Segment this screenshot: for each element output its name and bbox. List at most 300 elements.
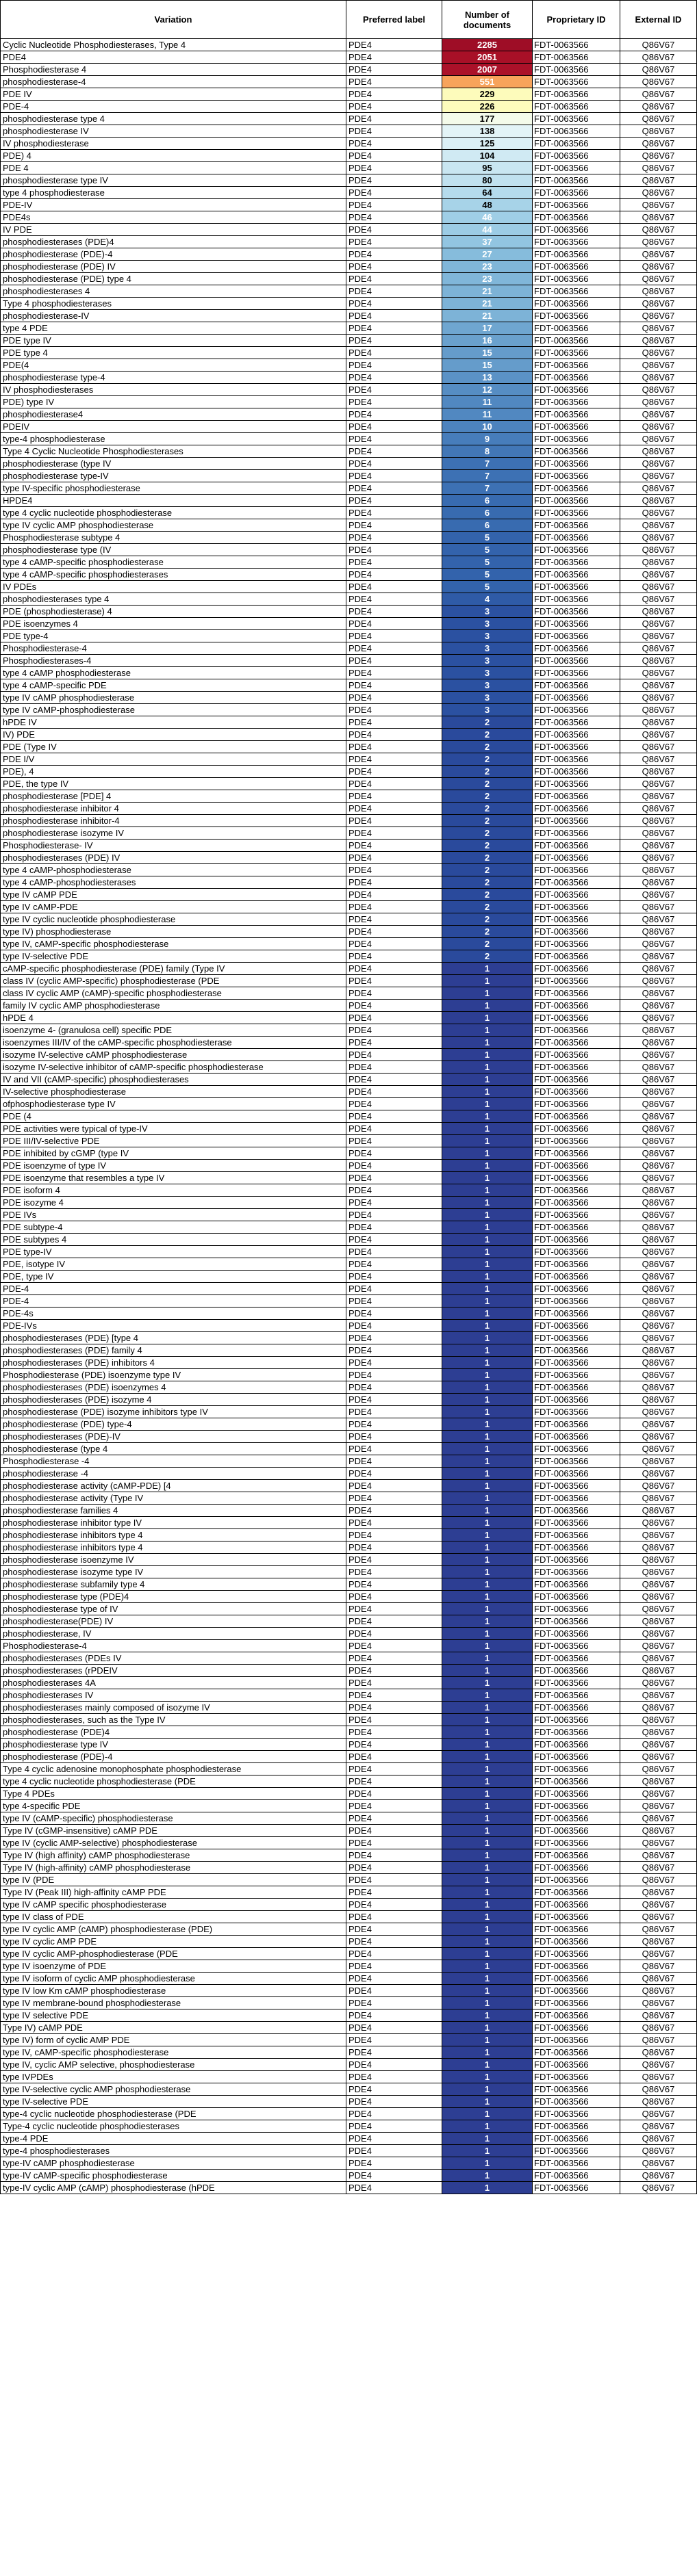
document-count-cell[interactable]: 23 bbox=[442, 261, 533, 273]
preferred-label-cell[interactable]: PDE4 bbox=[346, 926, 442, 938]
variation-cell[interactable]: PDE type 4 bbox=[1, 347, 346, 359]
variation-cell[interactable]: PDE-IVs bbox=[1, 1320, 346, 1332]
proprietary-id-cell[interactable]: FDT-0063566 bbox=[533, 1825, 620, 1837]
variation-cell[interactable]: phosphodiesterases (PDE) family 4 bbox=[1, 1344, 346, 1357]
preferred-label-cell[interactable]: PDE4 bbox=[346, 532, 442, 544]
external-id-cell[interactable]: Q86V67 bbox=[620, 1221, 697, 1234]
variation-cell[interactable]: phosphodiesterase [PDE] 4 bbox=[1, 790, 346, 803]
variation-cell[interactable]: phosphodiesterases (PDE) IV bbox=[1, 852, 346, 864]
proprietary-id-cell[interactable]: FDT-0063566 bbox=[533, 1849, 620, 1862]
proprietary-id-cell[interactable]: FDT-0063566 bbox=[533, 1578, 620, 1591]
variation-cell[interactable]: HPDE4 bbox=[1, 495, 346, 507]
proprietary-id-cell[interactable]: FDT-0063566 bbox=[533, 1074, 620, 1086]
proprietary-id-cell[interactable]: FDT-0063566 bbox=[533, 803, 620, 815]
preferred-label-cell[interactable]: PDE4 bbox=[346, 285, 442, 298]
document-count-cell[interactable]: 15 bbox=[442, 359, 533, 372]
document-count-cell[interactable]: 1 bbox=[442, 1184, 533, 1197]
document-count-cell[interactable]: 95 bbox=[442, 162, 533, 174]
variation-cell[interactable]: phosphodiesterase subfamily type 4 bbox=[1, 1578, 346, 1591]
variation-cell[interactable]: phosphodiesterase isozyme type IV bbox=[1, 1566, 346, 1578]
variation-cell[interactable]: type IV) phosphodiesterase bbox=[1, 926, 346, 938]
variation-cell[interactable]: IV and VII (cAMP-specific) phosphodiesterases bbox=[1, 1074, 346, 1086]
preferred-label-cell[interactable]: PDE4 bbox=[346, 630, 442, 642]
variation-cell[interactable]: Type IV (cGMP-insensitive) cAMP PDE bbox=[1, 1825, 346, 1837]
proprietary-id-cell[interactable]: FDT-0063566 bbox=[533, 1418, 620, 1431]
proprietary-id-cell[interactable]: FDT-0063566 bbox=[533, 2157, 620, 2170]
preferred-label-cell[interactable]: PDE4 bbox=[346, 162, 442, 174]
variation-cell[interactable]: PDEIV bbox=[1, 421, 346, 433]
preferred-label-cell[interactable]: PDE4 bbox=[346, 1369, 442, 1381]
preferred-label-cell[interactable]: PDE4 bbox=[346, 950, 442, 963]
preferred-label-cell[interactable]: PDE4 bbox=[346, 1344, 442, 1357]
external-id-cell[interactable]: Q86V67 bbox=[620, 408, 697, 421]
document-count-cell[interactable]: 1 bbox=[442, 2133, 533, 2145]
proprietary-id-cell[interactable]: FDT-0063566 bbox=[533, 1172, 620, 1184]
proprietary-id-cell[interactable]: FDT-0063566 bbox=[533, 1443, 620, 1455]
proprietary-id-cell[interactable]: FDT-0063566 bbox=[533, 815, 620, 827]
document-count-cell[interactable]: 1 bbox=[442, 1985, 533, 1997]
variation-cell[interactable]: Type IV) cAMP PDE bbox=[1, 2022, 346, 2034]
preferred-label-cell[interactable]: PDE4 bbox=[346, 975, 442, 987]
external-id-cell[interactable]: Q86V67 bbox=[620, 1184, 697, 1197]
proprietary-id-cell[interactable]: FDT-0063566 bbox=[533, 901, 620, 913]
document-count-cell[interactable]: 104 bbox=[442, 150, 533, 162]
preferred-label-cell[interactable]: PDE4 bbox=[346, 1061, 442, 1074]
variation-cell[interactable]: type 4 cAMP-specific phosphodiesterase bbox=[1, 556, 346, 569]
variation-cell[interactable]: type IV cAMP PDE bbox=[1, 889, 346, 901]
external-id-cell[interactable]: Q86V67 bbox=[620, 1037, 697, 1049]
variation-cell[interactable]: type IV-selective PDE bbox=[1, 950, 346, 963]
preferred-label-cell[interactable]: PDE4 bbox=[346, 679, 442, 692]
variation-cell[interactable]: Type 4 PDEs bbox=[1, 1788, 346, 1800]
document-count-cell[interactable]: 7 bbox=[442, 482, 533, 495]
document-count-cell[interactable]: 2 bbox=[442, 852, 533, 864]
external-id-cell[interactable]: Q86V67 bbox=[620, 1677, 697, 1689]
document-count-cell[interactable]: 2 bbox=[442, 815, 533, 827]
external-id-cell[interactable]: Q86V67 bbox=[620, 1086, 697, 1098]
preferred-label-cell[interactable]: PDE4 bbox=[346, 1714, 442, 1726]
proprietary-id-cell[interactable]: FDT-0063566 bbox=[533, 766, 620, 778]
variation-cell[interactable]: Phosphodiesterase-4 bbox=[1, 1640, 346, 1652]
variation-cell[interactable]: PDE) 4 bbox=[1, 150, 346, 162]
proprietary-id-cell[interactable]: FDT-0063566 bbox=[533, 236, 620, 248]
document-count-cell[interactable]: 1 bbox=[442, 2108, 533, 2120]
document-count-cell[interactable]: 2 bbox=[442, 729, 533, 741]
proprietary-id-cell[interactable]: FDT-0063566 bbox=[533, 889, 620, 901]
proprietary-id-cell[interactable]: FDT-0063566 bbox=[533, 298, 620, 310]
variation-cell[interactable]: type IV cyclic AMP phosphodiesterase bbox=[1, 519, 346, 532]
proprietary-id-cell[interactable]: FDT-0063566 bbox=[533, 1271, 620, 1283]
document-count-cell[interactable]: 37 bbox=[442, 236, 533, 248]
variation-cell[interactable]: phosphodiesterases 4 bbox=[1, 285, 346, 298]
variation-cell[interactable]: PDE4s bbox=[1, 211, 346, 224]
external-id-cell[interactable]: Q86V67 bbox=[620, 1061, 697, 1074]
external-id-cell[interactable]: Q86V67 bbox=[620, 445, 697, 458]
variation-cell[interactable]: phosphodiesterase (type 4 bbox=[1, 1443, 346, 1455]
proprietary-id-cell[interactable]: FDT-0063566 bbox=[533, 532, 620, 544]
proprietary-id-cell[interactable]: FDT-0063566 bbox=[533, 2170, 620, 2182]
preferred-label-cell[interactable]: PDE4 bbox=[346, 1862, 442, 1874]
preferred-label-cell[interactable]: PDE4 bbox=[346, 803, 442, 815]
external-id-cell[interactable]: Q86V67 bbox=[620, 630, 697, 642]
proprietary-id-cell[interactable]: FDT-0063566 bbox=[533, 433, 620, 445]
external-id-cell[interactable]: Q86V67 bbox=[620, 285, 697, 298]
variation-cell[interactable]: type IV) form of cyclic AMP PDE bbox=[1, 2034, 346, 2046]
document-count-cell[interactable]: 1 bbox=[442, 1221, 533, 1234]
proprietary-id-cell[interactable]: FDT-0063566 bbox=[533, 2034, 620, 2046]
preferred-label-cell[interactable]: PDE4 bbox=[346, 618, 442, 630]
proprietary-id-cell[interactable]: FDT-0063566 bbox=[533, 261, 620, 273]
proprietary-id-cell[interactable]: FDT-0063566 bbox=[533, 51, 620, 64]
external-id-cell[interactable]: Q86V67 bbox=[620, 2034, 697, 2046]
proprietary-id-cell[interactable]: FDT-0063566 bbox=[533, 1061, 620, 1074]
preferred-label-cell[interactable]: PDE4 bbox=[346, 1923, 442, 1936]
preferred-label-cell[interactable]: PDE4 bbox=[346, 1874, 442, 1886]
preferred-label-cell[interactable]: PDE4 bbox=[346, 1135, 442, 1147]
proprietary-id-cell[interactable]: FDT-0063566 bbox=[533, 1615, 620, 1628]
proprietary-id-cell[interactable]: FDT-0063566 bbox=[533, 729, 620, 741]
preferred-label-cell[interactable]: PDE4 bbox=[346, 1000, 442, 1012]
external-id-cell[interactable]: Q86V67 bbox=[620, 187, 697, 199]
proprietary-id-cell[interactable]: FDT-0063566 bbox=[533, 593, 620, 606]
document-count-cell[interactable]: 1 bbox=[442, 1923, 533, 1936]
variation-cell[interactable]: PDE isoenzyme that resembles a type IV bbox=[1, 1172, 346, 1184]
variation-cell[interactable]: phosphodiesterases, such as the Type IV bbox=[1, 1714, 346, 1726]
external-id-cell[interactable]: Q86V67 bbox=[620, 76, 697, 88]
variation-cell[interactable]: phosphodiesterase activity (Type IV bbox=[1, 1492, 346, 1505]
preferred-label-cell[interactable]: PDE4 bbox=[346, 310, 442, 322]
variation-cell[interactable]: phosphodiesterase (PDE) type-4 bbox=[1, 1418, 346, 1431]
preferred-label-cell[interactable]: PDE4 bbox=[346, 507, 442, 519]
variation-cell[interactable]: type IV selective PDE bbox=[1, 2009, 346, 2022]
external-id-cell[interactable]: Q86V67 bbox=[620, 1357, 697, 1369]
preferred-label-cell[interactable]: PDE4 bbox=[346, 1431, 442, 1443]
document-count-cell[interactable]: 3 bbox=[442, 667, 533, 679]
document-count-cell[interactable]: 1 bbox=[442, 1086, 533, 1098]
variation-cell[interactable]: ofphosphodiesterase type IV bbox=[1, 1098, 346, 1110]
variation-cell[interactable]: PDE-IV bbox=[1, 199, 346, 211]
variation-cell[interactable]: IV) PDE bbox=[1, 729, 346, 741]
preferred-label-cell[interactable]: PDE4 bbox=[346, 199, 442, 211]
document-count-cell[interactable]: 1 bbox=[442, 1689, 533, 1702]
preferred-label-cell[interactable]: PDE4 bbox=[346, 1849, 442, 1862]
preferred-label-cell[interactable]: PDE4 bbox=[346, 790, 442, 803]
proprietary-id-cell[interactable]: FDT-0063566 bbox=[533, 1997, 620, 2009]
variation-cell[interactable]: type-4 phosphodiesterase bbox=[1, 433, 346, 445]
proprietary-id-cell[interactable]: FDT-0063566 bbox=[533, 150, 620, 162]
document-count-cell[interactable]: 17 bbox=[442, 322, 533, 335]
document-count-cell[interactable]: 1 bbox=[442, 1739, 533, 1751]
external-id-cell[interactable]: Q86V67 bbox=[620, 938, 697, 950]
external-id-cell[interactable]: Q86V67 bbox=[620, 384, 697, 396]
document-count-cell[interactable]: 1 bbox=[442, 1147, 533, 1160]
proprietary-id-cell[interactable]: FDT-0063566 bbox=[533, 840, 620, 852]
document-count-cell[interactable]: 2 bbox=[442, 840, 533, 852]
external-id-cell[interactable]: Q86V67 bbox=[620, 1628, 697, 1640]
variation-cell[interactable]: PDE4 bbox=[1, 51, 346, 64]
header-variation[interactable]: Variation bbox=[1, 1, 346, 39]
proprietary-id-cell[interactable]: FDT-0063566 bbox=[533, 458, 620, 470]
proprietary-id-cell[interactable]: FDT-0063566 bbox=[533, 1086, 620, 1098]
proprietary-id-cell[interactable]: FDT-0063566 bbox=[533, 2182, 620, 2194]
preferred-label-cell[interactable]: PDE4 bbox=[346, 2022, 442, 2034]
document-count-cell[interactable]: 80 bbox=[442, 174, 533, 187]
variation-cell[interactable]: phosphodiesterases mainly composed of isozyme IV bbox=[1, 1702, 346, 1714]
document-count-cell[interactable]: 5 bbox=[442, 556, 533, 569]
variation-cell[interactable]: phosphodiesterases (PDE) isoenzymes 4 bbox=[1, 1381, 346, 1394]
document-count-cell[interactable]: 2 bbox=[442, 913, 533, 926]
variation-cell[interactable]: type IV (cyclic AMP-selective) phosphodiesterase bbox=[1, 1837, 346, 1849]
external-id-cell[interactable]: Q86V67 bbox=[620, 716, 697, 729]
proprietary-id-cell[interactable]: FDT-0063566 bbox=[533, 2071, 620, 2083]
proprietary-id-cell[interactable]: FDT-0063566 bbox=[533, 1652, 620, 1665]
document-count-cell[interactable]: 1 bbox=[442, 1024, 533, 1037]
document-count-cell[interactable]: 1 bbox=[442, 1320, 533, 1332]
preferred-label-cell[interactable]: PDE4 bbox=[346, 1775, 442, 1788]
external-id-cell[interactable]: Q86V67 bbox=[620, 359, 697, 372]
proprietary-id-cell[interactable]: FDT-0063566 bbox=[533, 101, 620, 113]
preferred-label-cell[interactable]: PDE4 bbox=[346, 1492, 442, 1505]
external-id-cell[interactable]: Q86V67 bbox=[620, 1739, 697, 1751]
external-id-cell[interactable]: Q86V67 bbox=[620, 1406, 697, 1418]
external-id-cell[interactable]: Q86V67 bbox=[620, 125, 697, 138]
variation-cell[interactable]: IV-selective phosphodiesterase bbox=[1, 1086, 346, 1098]
preferred-label-cell[interactable]: PDE4 bbox=[346, 113, 442, 125]
document-count-cell[interactable]: 1 bbox=[442, 1825, 533, 1837]
document-count-cell[interactable]: 1 bbox=[442, 1344, 533, 1357]
variation-cell[interactable]: PDE), 4 bbox=[1, 766, 346, 778]
document-count-cell[interactable]: 6 bbox=[442, 495, 533, 507]
preferred-label-cell[interactable]: PDE4 bbox=[346, 1763, 442, 1775]
preferred-label-cell[interactable]: PDE4 bbox=[346, 273, 442, 285]
external-id-cell[interactable]: Q86V67 bbox=[620, 926, 697, 938]
proprietary-id-cell[interactable]: FDT-0063566 bbox=[533, 64, 620, 76]
variation-cell[interactable]: type-IV cAMP phosphodiesterase bbox=[1, 2157, 346, 2170]
external-id-cell[interactable]: Q86V67 bbox=[620, 433, 697, 445]
proprietary-id-cell[interactable]: FDT-0063566 bbox=[533, 39, 620, 51]
variation-cell[interactable]: PDE IVs bbox=[1, 1209, 346, 1221]
preferred-label-cell[interactable]: PDE4 bbox=[346, 1320, 442, 1332]
variation-cell[interactable]: Cyclic Nucleotide Phosphodiesterases, Type 4 bbox=[1, 39, 346, 51]
proprietary-id-cell[interactable]: FDT-0063566 bbox=[533, 581, 620, 593]
proprietary-id-cell[interactable]: FDT-0063566 bbox=[533, 1603, 620, 1615]
preferred-label-cell[interactable]: PDE4 bbox=[346, 1147, 442, 1160]
proprietary-id-cell[interactable]: FDT-0063566 bbox=[533, 310, 620, 322]
preferred-label-cell[interactable]: PDE4 bbox=[346, 1234, 442, 1246]
document-count-cell[interactable]: 3 bbox=[442, 606, 533, 618]
proprietary-id-cell[interactable]: FDT-0063566 bbox=[533, 1775, 620, 1788]
variation-cell[interactable]: type-IV cyclic AMP (cAMP) phosphodiesterase (hPDE bbox=[1, 2182, 346, 2194]
external-id-cell[interactable]: Q86V67 bbox=[620, 1024, 697, 1037]
external-id-cell[interactable]: Q86V67 bbox=[620, 803, 697, 815]
preferred-label-cell[interactable]: PDE4 bbox=[346, 1049, 442, 1061]
external-id-cell[interactable]: Q86V67 bbox=[620, 51, 697, 64]
variation-cell[interactable]: IV phosphodiesterases bbox=[1, 384, 346, 396]
external-id-cell[interactable]: Q86V67 bbox=[620, 2083, 697, 2096]
preferred-label-cell[interactable]: PDE4 bbox=[346, 1603, 442, 1615]
variation-cell[interactable]: hPDE IV bbox=[1, 716, 346, 729]
variation-cell[interactable]: Type 4 phosphodiesterases bbox=[1, 298, 346, 310]
document-count-cell[interactable]: 1 bbox=[442, 1997, 533, 2009]
variation-cell[interactable]: phosphodiesterase (PDE)-4 bbox=[1, 1751, 346, 1763]
variation-cell[interactable]: type IV cAMP-phosphodiesterase bbox=[1, 704, 346, 716]
external-id-cell[interactable]: Q86V67 bbox=[620, 1923, 697, 1936]
proprietary-id-cell[interactable]: FDT-0063566 bbox=[533, 778, 620, 790]
document-count-cell[interactable]: 1 bbox=[442, 2059, 533, 2071]
preferred-label-cell[interactable]: PDE4 bbox=[346, 224, 442, 236]
preferred-label-cell[interactable]: PDE4 bbox=[346, 458, 442, 470]
proprietary-id-cell[interactable]: FDT-0063566 bbox=[533, 1837, 620, 1849]
preferred-label-cell[interactable]: PDE4 bbox=[346, 495, 442, 507]
document-count-cell[interactable]: 1 bbox=[442, 1714, 533, 1726]
external-id-cell[interactable]: Q86V67 bbox=[620, 815, 697, 827]
external-id-cell[interactable]: Q86V67 bbox=[620, 876, 697, 889]
external-id-cell[interactable]: Q86V67 bbox=[620, 1936, 697, 1948]
document-count-cell[interactable]: 1 bbox=[442, 1110, 533, 1123]
external-id-cell[interactable]: Q86V67 bbox=[620, 1480, 697, 1492]
variation-cell[interactable]: PDE subtypes 4 bbox=[1, 1234, 346, 1246]
preferred-label-cell[interactable]: PDE4 bbox=[346, 1024, 442, 1037]
external-id-cell[interactable]: Q86V67 bbox=[620, 1541, 697, 1554]
document-count-cell[interactable]: 2 bbox=[442, 827, 533, 840]
proprietary-id-cell[interactable]: FDT-0063566 bbox=[533, 1640, 620, 1652]
proprietary-id-cell[interactable]: FDT-0063566 bbox=[533, 926, 620, 938]
document-count-cell[interactable]: 1 bbox=[442, 1332, 533, 1344]
variation-cell[interactable]: phosphodiesterase -4 bbox=[1, 1468, 346, 1480]
document-count-cell[interactable]: 1 bbox=[442, 1406, 533, 1418]
preferred-label-cell[interactable]: PDE4 bbox=[346, 987, 442, 1000]
external-id-cell[interactable]: Q86V67 bbox=[620, 1960, 697, 1973]
preferred-label-cell[interactable]: PDE4 bbox=[346, 889, 442, 901]
document-count-cell[interactable]: 1 bbox=[442, 1874, 533, 1886]
preferred-label-cell[interactable]: PDE4 bbox=[346, 359, 442, 372]
document-count-cell[interactable]: 1 bbox=[442, 1591, 533, 1603]
external-id-cell[interactable]: Q86V67 bbox=[620, 1997, 697, 2009]
document-count-cell[interactable]: 1 bbox=[442, 1037, 533, 1049]
preferred-label-cell[interactable]: PDE4 bbox=[346, 2182, 442, 2194]
preferred-label-cell[interactable]: PDE4 bbox=[346, 2133, 442, 2145]
proprietary-id-cell[interactable]: FDT-0063566 bbox=[533, 359, 620, 372]
document-count-cell[interactable]: 1 bbox=[442, 1357, 533, 1369]
preferred-label-cell[interactable]: PDE4 bbox=[346, 876, 442, 889]
preferred-label-cell[interactable]: PDE4 bbox=[346, 840, 442, 852]
variation-cell[interactable]: phosphodiesterases (PDE) inhibitors 4 bbox=[1, 1357, 346, 1369]
document-count-cell[interactable]: 9 bbox=[442, 433, 533, 445]
document-count-cell[interactable]: 21 bbox=[442, 310, 533, 322]
preferred-label-cell[interactable]: PDE4 bbox=[346, 1307, 442, 1320]
variation-cell[interactable]: type 4 cyclic nucleotide phosphodiesterase bbox=[1, 507, 346, 519]
document-count-cell[interactable]: 2 bbox=[442, 901, 533, 913]
preferred-label-cell[interactable]: PDE4 bbox=[346, 1591, 442, 1603]
external-id-cell[interactable]: Q86V67 bbox=[620, 2009, 697, 2022]
variation-cell[interactable]: PDE-4s bbox=[1, 1307, 346, 1320]
document-count-cell[interactable]: 2 bbox=[442, 790, 533, 803]
preferred-label-cell[interactable]: PDE4 bbox=[346, 692, 442, 704]
proprietary-id-cell[interactable]: FDT-0063566 bbox=[533, 2083, 620, 2096]
preferred-label-cell[interactable]: PDE4 bbox=[346, 138, 442, 150]
external-id-cell[interactable]: Q86V67 bbox=[620, 2133, 697, 2145]
document-count-cell[interactable]: 3 bbox=[442, 618, 533, 630]
proprietary-id-cell[interactable]: FDT-0063566 bbox=[533, 913, 620, 926]
document-count-cell[interactable]: 1 bbox=[442, 1726, 533, 1739]
document-count-cell[interactable]: 11 bbox=[442, 396, 533, 408]
proprietary-id-cell[interactable]: FDT-0063566 bbox=[533, 1480, 620, 1492]
variation-cell[interactable]: type 4-specific PDE bbox=[1, 1800, 346, 1812]
variation-cell[interactable]: phosphodiesterase (PDE) isozyme inhibitors type IV bbox=[1, 1406, 346, 1418]
preferred-label-cell[interactable]: PDE4 bbox=[346, 1652, 442, 1665]
external-id-cell[interactable]: Q86V67 bbox=[620, 1147, 697, 1160]
variation-cell[interactable]: PDE-4 bbox=[1, 1283, 346, 1295]
document-count-cell[interactable]: 1 bbox=[442, 975, 533, 987]
preferred-label-cell[interactable]: PDE4 bbox=[346, 1960, 442, 1973]
proprietary-id-cell[interactable]: FDT-0063566 bbox=[533, 1012, 620, 1024]
document-count-cell[interactable]: 229 bbox=[442, 88, 533, 101]
document-count-cell[interactable]: 2285 bbox=[442, 39, 533, 51]
external-id-cell[interactable]: Q86V67 bbox=[620, 1074, 697, 1086]
variation-cell[interactable]: phosphodiesterase type (IV bbox=[1, 544, 346, 556]
proprietary-id-cell[interactable]: FDT-0063566 bbox=[533, 1689, 620, 1702]
document-count-cell[interactable]: 21 bbox=[442, 298, 533, 310]
variation-cell[interactable]: phosphodiesterase (type IV bbox=[1, 458, 346, 470]
variation-cell[interactable]: phosphodiesterase type-IV bbox=[1, 470, 346, 482]
variation-cell[interactable]: class IV cyclic AMP (cAMP)-specific phosphodiesterase bbox=[1, 987, 346, 1000]
variation-cell[interactable]: type IV, cAMP-specific phosphodiesterase bbox=[1, 938, 346, 950]
preferred-label-cell[interactable]: PDE4 bbox=[346, 1566, 442, 1578]
preferred-label-cell[interactable]: PDE4 bbox=[346, 569, 442, 581]
preferred-label-cell[interactable]: PDE4 bbox=[346, 852, 442, 864]
proprietary-id-cell[interactable]: FDT-0063566 bbox=[533, 224, 620, 236]
preferred-label-cell[interactable]: PDE4 bbox=[346, 2009, 442, 2022]
proprietary-id-cell[interactable]: FDT-0063566 bbox=[533, 211, 620, 224]
external-id-cell[interactable]: Q86V67 bbox=[620, 150, 697, 162]
external-id-cell[interactable]: Q86V67 bbox=[620, 1160, 697, 1172]
document-count-cell[interactable]: 2 bbox=[442, 803, 533, 815]
document-count-cell[interactable]: 1 bbox=[442, 1541, 533, 1554]
proprietary-id-cell[interactable]: FDT-0063566 bbox=[533, 606, 620, 618]
variation-cell[interactable]: type IV isoform of cyclic AMP phosphodiesterase bbox=[1, 1973, 346, 1985]
document-count-cell[interactable]: 226 bbox=[442, 101, 533, 113]
proprietary-id-cell[interactable]: FDT-0063566 bbox=[533, 876, 620, 889]
proprietary-id-cell[interactable]: FDT-0063566 bbox=[533, 1960, 620, 1973]
external-id-cell[interactable]: Q86V67 bbox=[620, 1271, 697, 1283]
variation-cell[interactable]: type-4 PDE bbox=[1, 2133, 346, 2145]
external-id-cell[interactable]: Q86V67 bbox=[620, 1862, 697, 1874]
variation-cell[interactable]: type-4 cyclic nucleotide phosphodiesterase (PDE bbox=[1, 2108, 346, 2120]
preferred-label-cell[interactable]: PDE4 bbox=[346, 322, 442, 335]
document-count-cell[interactable]: 1 bbox=[442, 2096, 533, 2108]
external-id-cell[interactable]: Q86V67 bbox=[620, 1468, 697, 1480]
proprietary-id-cell[interactable]: FDT-0063566 bbox=[533, 1541, 620, 1554]
variation-cell[interactable]: type IV isoenzyme of PDE bbox=[1, 1960, 346, 1973]
variation-cell[interactable]: type IV cAMP phosphodiesterase bbox=[1, 692, 346, 704]
preferred-label-cell[interactable]: PDE4 bbox=[346, 1825, 442, 1837]
variation-cell[interactable]: PDE type-4 bbox=[1, 630, 346, 642]
external-id-cell[interactable]: Q86V67 bbox=[620, 101, 697, 113]
external-id-cell[interactable]: Q86V67 bbox=[620, 1615, 697, 1628]
document-count-cell[interactable]: 2 bbox=[442, 876, 533, 889]
variation-cell[interactable]: isoenzyme 4- (granulosa cell) specific PDE bbox=[1, 1024, 346, 1037]
document-count-cell[interactable]: 1 bbox=[442, 1911, 533, 1923]
proprietary-id-cell[interactable]: FDT-0063566 bbox=[533, 1886, 620, 1899]
preferred-label-cell[interactable]: PDE4 bbox=[346, 556, 442, 569]
proprietary-id-cell[interactable]: FDT-0063566 bbox=[533, 347, 620, 359]
preferred-label-cell[interactable]: PDE4 bbox=[346, 704, 442, 716]
proprietary-id-cell[interactable]: FDT-0063566 bbox=[533, 1135, 620, 1147]
variation-cell[interactable]: type 4 cAMP-specific PDE bbox=[1, 679, 346, 692]
external-id-cell[interactable]: Q86V67 bbox=[620, 1702, 697, 1714]
variation-cell[interactable]: type 4 cAMP-specific phosphodiesterases bbox=[1, 569, 346, 581]
variation-cell[interactable]: phosphodiesterase (PDE)4 bbox=[1, 1726, 346, 1739]
